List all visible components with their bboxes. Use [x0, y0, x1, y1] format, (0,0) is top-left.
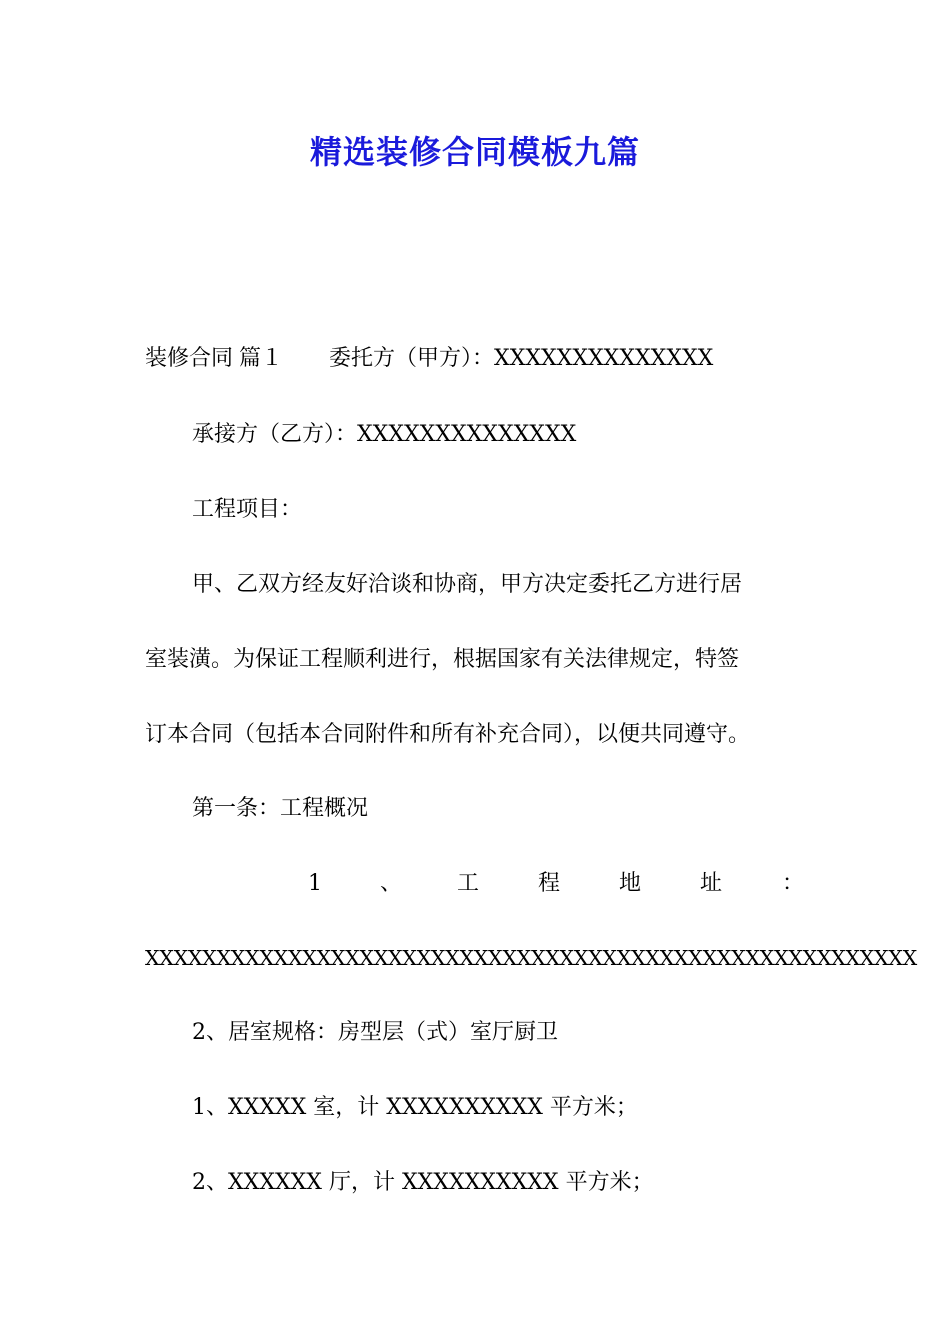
article-1-heading: 第一条：工程概况 — [192, 796, 369, 821]
address-char-1: 1 — [308, 871, 322, 896]
contract-label: 装修合同 — [145, 346, 234, 371]
document-title: 精选装修合同模板九篇 — [309, 133, 640, 171]
party-b-line: 承接方（乙方）：XXXXXXXXXXXXXX — [192, 422, 577, 447]
address-char-4: 程 — [538, 871, 561, 896]
room-spec-line: 2、居室规格：房型层（式）室厅厨卫 — [192, 1020, 558, 1045]
address-char-7: ： — [782, 871, 805, 896]
address-char-6: 址 — [700, 871, 723, 896]
room-item-2: 2、XXXXXX 厅，计 XXXXXXXXXX 平方米； — [192, 1170, 654, 1195]
contract-number: 篇１ — [239, 346, 284, 371]
address-char-2: 、 — [380, 871, 403, 896]
party-a-line: 委托方（甲方）：XXXXXXXXXXXXXX — [329, 346, 714, 371]
address-value: XXXXXXXXXXXXXXXXXXXXXXXXXXXXXXXXXXXXXXXXXXXXXXXXXXXXXX — [145, 946, 917, 970]
paragraph-line-1: 甲、乙双方经友好洽谈和协商，甲方决定委托乙方进行居 — [192, 572, 743, 597]
paragraph-line-2: 室装潢。为保证工程顺利进行，根据国家有关法律规定，特签 — [145, 647, 740, 672]
room-item-1: 1、XXXXX 室，计 XXXXXXXXXX 平方米； — [192, 1095, 638, 1120]
address-char-3: 工 — [457, 871, 480, 896]
project-label: 工程项目： — [192, 497, 303, 522]
address-char-5: 地 — [619, 871, 642, 896]
contract-heading-line — [145, 342, 805, 376]
paragraph-line-3: 订本合同（包括本合同附件和所有补充合同），以便共同遵守。 — [145, 722, 751, 747]
